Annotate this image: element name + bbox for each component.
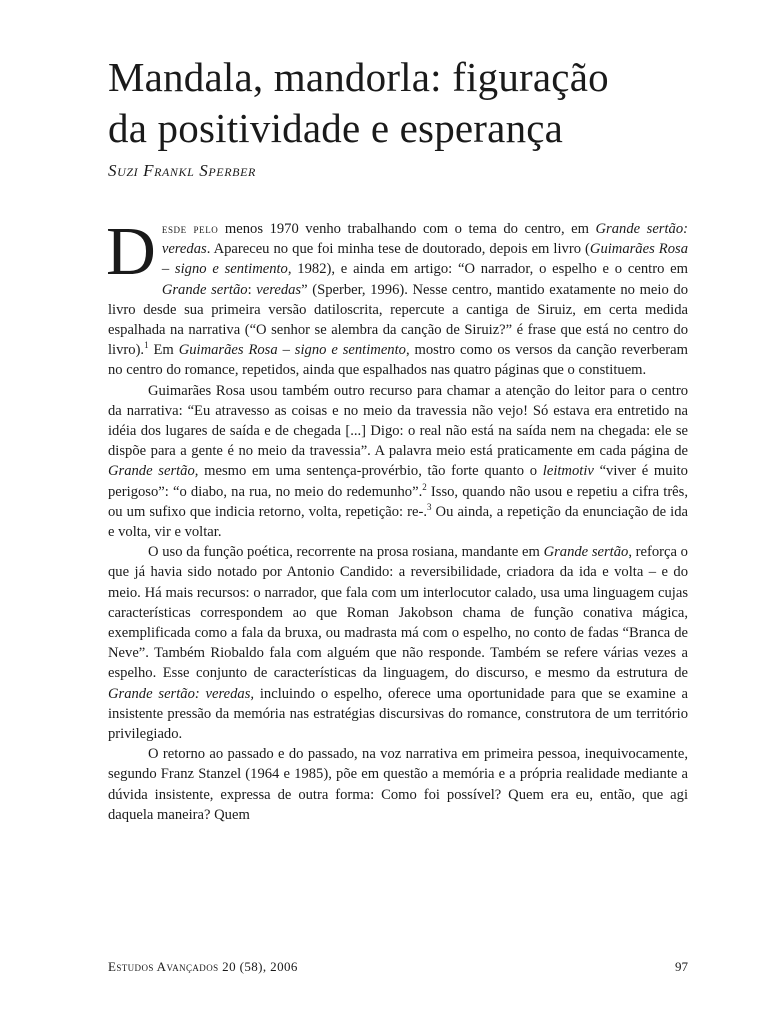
title-line-1: Mandala, mandorla: figuração <box>108 54 609 100</box>
page-number: 97 <box>675 959 688 974</box>
journal-issue: 20 (58), 2006 <box>218 959 298 974</box>
footnote-ref-1[interactable]: 1 <box>144 340 149 351</box>
author-name: Suzi Frankl Sperber <box>108 161 256 180</box>
title-line-2: da positividade e esperança <box>108 105 564 151</box>
journal-name: Estudos Avançados <box>108 959 219 974</box>
footnote-ref-3[interactable]: 3 <box>426 501 432 512</box>
journal-footer <box>108 959 298 975</box>
article-title <box>108 52 708 154</box>
paragraph-3: O uso da função poética, recorrente na prosa rosiana, mandante em Grande sertão, reforça o que já havia sido notado por Antonio Candido: a reversibilidade, criadora da ida e volta – e do meio. Há mais recursos: o narrador, que fala com um interlocutor calado, usa uma linguagem cujas características correspondem ao que Roman Jakobson chama de função conativa mágica, exemplificada como a fala da bruxa, ou madrasta má com o espelho, no conto de fadas “Branca de Neve”. Também Riobaldo fala com alguém que não responde. Também se refere várias vezes a espelho. Esse conjunto de características da linguagem, do discurso, e mesmo da estrutura de Grande sertão: veredas, incluindo o espelho, oferece uma oportunidade para que se examine a insistente pressão da memória nas estratégias discursivas do romance, construtora de um território privilegiado. <box>108 544 688 743</box>
small-caps-lead: esde pelo <box>161 221 219 236</box>
paragraph-1: Desde pelo menos 1970 venho trabalhando com o tema do centro, em Grande sertão: veredas. Apareceu no que foi minha tese de doutorado, depois em livro (Guimarães Rosa – signo e sentimento, 1982), e ainda em artigo: “O narrador, o espelho e o centro em Grande sertão: veredas” (Sperber, 1996). Nesse centro, mantido exatamente no meio do livro desde sua primeira versão datiloscrita, repercute a cantiga de Siruiz, em certa medida espalhada na narrativa (“O senhor se alembra da canção de Siruiz?” é frase que está no centro do livro).$^1$ Em Guimarães Rosa – signo e sentimento, mostro como os versos da canção reverberam no centro do romance, repetidos, ainda que espalhados nas quatro páginas que o constituem. <box>106 213 688 379</box>
paragraph-2: Guimarães Rosa usou também outro recurso para chamar a atenção do leitor para o centro da narrativa: “Eu atravesso as coisas e no meio da travessia não vejo! Só estava era entretido na idéia dos lugares de saída e de chegada [...] Digo: o real não está na saída nem na chegada: ele se dispõe para a gente é no meio da travessia”. A palavra meio está praticamente em cada página de Grande sertão, mesmo em uma sentença-provérbio, tão forte quanto o leitmotiv “viver é muito perigoso”: “o diabo, na rua, no meio do redemunho”.$^2$ Isso, quando não usou e repetiu a cifra três, ou um sufixo que indicia retorno, volta, repetição: re-.$^3$ Ou ainda, a repetição da enunciação de ida e volta, vir e voltar. <box>108 382 688 541</box>
footnote-ref-2[interactable]: 2 <box>422 481 427 492</box>
drop-cap: D <box>106 213 156 289</box>
article-body <box>106 213 688 825</box>
paragraph-4: O retorno ao passado e do passado, na voz narrativa em primeira pessoa, inequivocamente, segundo Franz Stanzel (1964 e 1985), põe em questão a memória e a própria realidade mediante a dúvida insistente, expressa de outra forma: Como foi possível? Quem era eu, então, que agi daquela maneira? Quem <box>108 746 688 823</box>
